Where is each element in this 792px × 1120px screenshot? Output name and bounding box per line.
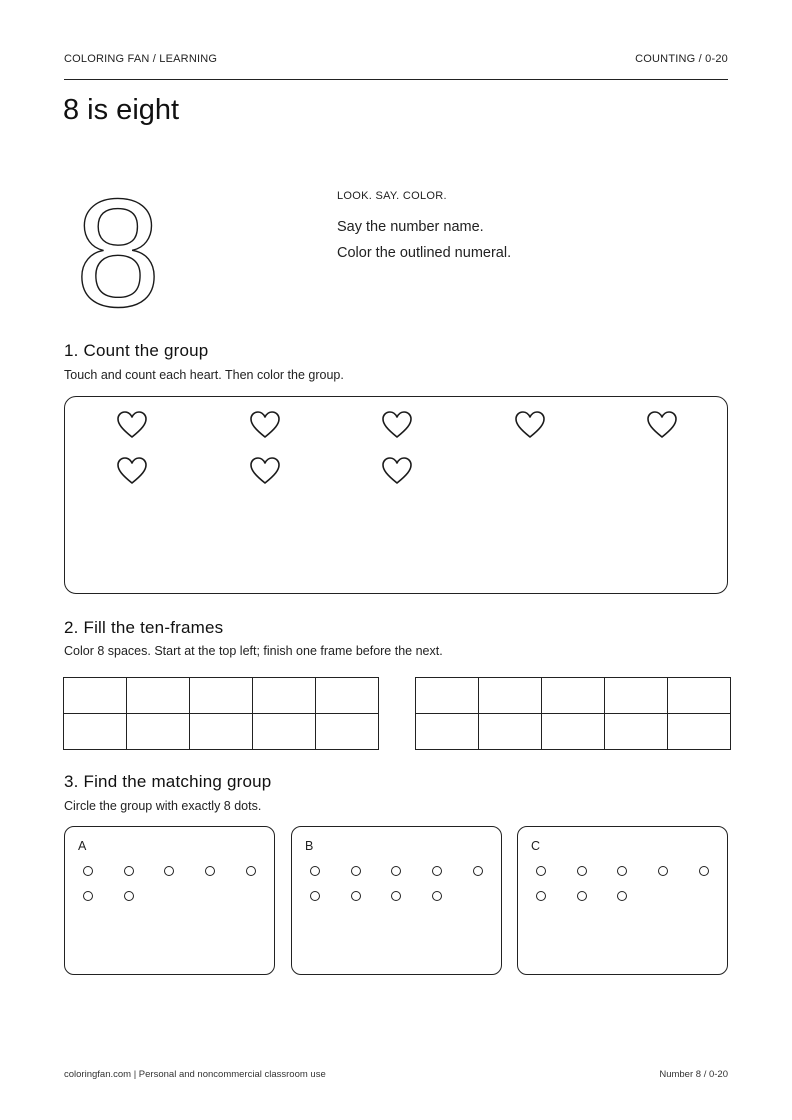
section-matching-title: 3. Find the matching group — [64, 772, 272, 791]
count-dot — [164, 866, 174, 876]
section-count-title: 1. Count the group — [64, 341, 209, 360]
footer-site-notice: coloringfan.com | Personal and noncommercial classroom use — [64, 1069, 326, 1080]
ten-frame-cell[interactable] — [64, 714, 127, 750]
ten-frame-cell[interactable] — [316, 714, 379, 750]
ten-frame-cell[interactable] — [127, 678, 190, 714]
header-divider — [64, 79, 728, 80]
count-dot — [246, 866, 256, 876]
count-dot — [536, 891, 546, 901]
header-brand: COLORING FAN / LEARNING — [64, 53, 218, 65]
count-dot — [391, 866, 401, 876]
option-a-label: A — [78, 839, 87, 853]
count-dot — [351, 866, 361, 876]
heart-group-panel — [64, 396, 728, 594]
ten-frame-cell[interactable] — [542, 714, 605, 750]
ten-frame-cell[interactable] — [605, 678, 668, 714]
instruction-color-numeral: Color the outlined numeral. — [337, 245, 512, 261]
count-dot — [205, 866, 215, 876]
ten-frame-cell[interactable] — [190, 678, 253, 714]
ten-frame-1 — [63, 677, 379, 750]
option-b-panel[interactable] — [291, 826, 502, 975]
section-tenframe-description: Color 8 spaces. Start at the top left; finish one frame before the next. — [64, 644, 443, 658]
option-a-panel[interactable] — [64, 826, 275, 975]
ten-frame-cell[interactable] — [316, 678, 379, 714]
count-dot — [699, 866, 709, 876]
heart-icon[interactable] — [249, 410, 281, 440]
count-dot — [617, 891, 627, 901]
ten-frame-cell[interactable] — [605, 714, 668, 750]
ten-frame-cell[interactable] — [542, 678, 605, 714]
count-dot — [432, 891, 442, 901]
count-dot — [617, 866, 627, 876]
section-matching-description: Circle the group with exactly 8 dots. — [64, 799, 262, 813]
ten-frame-cell[interactable] — [416, 714, 479, 750]
heart-icon[interactable] — [646, 410, 678, 440]
count-dot — [577, 891, 587, 901]
section-tenframe-title: 2. Fill the ten-frames — [64, 618, 224, 637]
numeral-glyph: 8 — [75, 188, 161, 318]
heart-icon[interactable] — [116, 410, 148, 440]
count-dot — [83, 866, 93, 876]
page-title: 8 is eight — [63, 94, 180, 126]
count-dot — [577, 866, 587, 876]
count-dot — [473, 866, 483, 876]
section-count-description: Touch and count each heart. Then color the group. — [64, 368, 344, 382]
count-dot — [536, 866, 546, 876]
heart-icon[interactable] — [249, 456, 281, 486]
heart-icon[interactable] — [514, 410, 546, 440]
ten-frame-cell[interactable] — [416, 678, 479, 714]
ten-frame-cell[interactable] — [190, 714, 253, 750]
heart-icon[interactable] — [381, 410, 413, 440]
footer-page-label: Number 8 / 0-20 — [659, 1069, 728, 1080]
ten-frame-cell[interactable] — [668, 678, 731, 714]
outlined-numeral-eight[interactable] — [68, 188, 168, 318]
count-dot — [351, 891, 361, 901]
count-dot — [432, 866, 442, 876]
ten-frame-2 — [415, 677, 731, 750]
count-dot — [124, 866, 134, 876]
count-dot — [124, 891, 134, 901]
option-c-panel[interactable] — [517, 826, 728, 975]
instruction-say-name: Say the number name. — [337, 219, 484, 235]
count-dot — [310, 891, 320, 901]
header-category: COUNTING / 0-20 — [635, 53, 728, 65]
look-say-color-heading: LOOK. SAY. COLOR. — [337, 190, 447, 202]
option-b-label: B — [305, 839, 314, 853]
count-dot — [310, 866, 320, 876]
count-dot — [391, 891, 401, 901]
ten-frame-cell[interactable] — [127, 714, 190, 750]
ten-frame-cell[interactable] — [668, 714, 731, 750]
count-dot — [83, 891, 93, 901]
heart-icon[interactable] — [381, 456, 413, 486]
option-c-label: C — [531, 839, 541, 853]
ten-frame-cell[interactable] — [253, 714, 316, 750]
count-dot — [658, 866, 668, 876]
heart-icon[interactable] — [116, 456, 148, 486]
ten-frame-cell[interactable] — [479, 678, 542, 714]
ten-frame-cell[interactable] — [479, 714, 542, 750]
ten-frame-cell[interactable] — [253, 678, 316, 714]
ten-frame-cell[interactable] — [64, 678, 127, 714]
